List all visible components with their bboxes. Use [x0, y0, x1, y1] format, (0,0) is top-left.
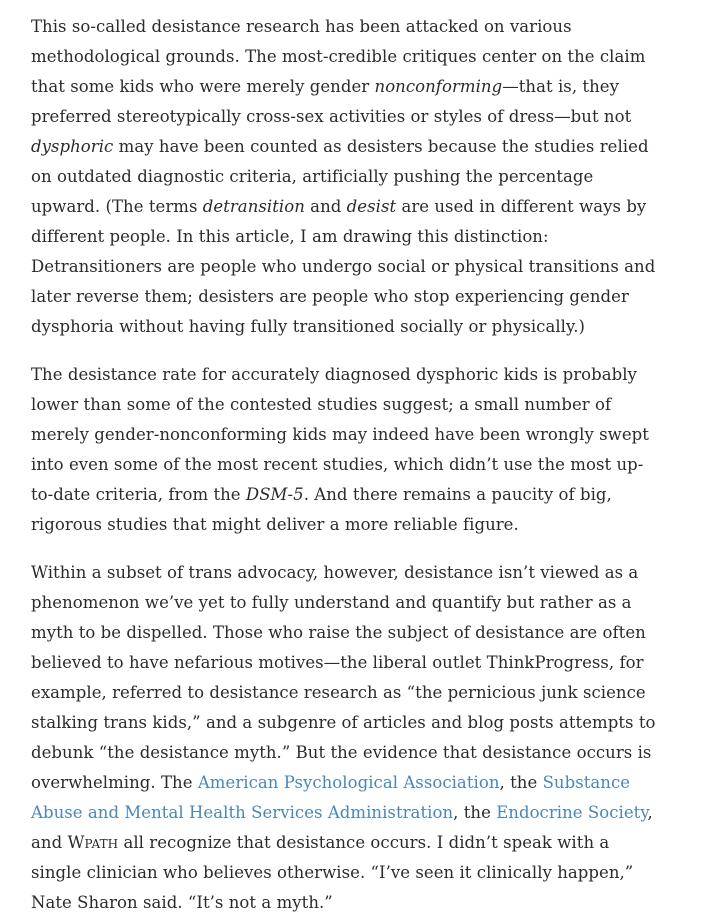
body-text: —that is, they preferred stereotypically cross-sex activities or styles of dress—but not	[31, 77, 632, 126]
emphasis-text: dysphoric	[31, 137, 114, 156]
body-text: are used in different ways by different people. In this article, I am drawing this distinction: Detransitioners are people who undergo social or physical transitions and later reverse them; desisters are people who stop experiencing gender dysphoria without having fully transitioned socially or physically.)	[31, 197, 656, 336]
inline-link[interactable]: American Psychological Association	[197, 773, 500, 792]
body-text: , the	[499, 773, 543, 792]
body-text: The desistance rate for accurately diagnosed dysphoric kids is probably lower than some of the contested studies suggest; a small number of merely gender-nonconforming kids may indeed have been wrongly swept into even some of the most recent studies, which didn’t use the most up-to-date criteria, from the	[31, 365, 649, 504]
article-paragraph	[31, 558, 663, 918]
body-text: all recognize that desistance occurs. I didn’t speak with a single clinician who believes otherwise. “I’ve seen it clinically happen,” Nate Sharon said. “It’s not a myth.”	[31, 833, 634, 912]
article-paragraph	[31, 12, 663, 342]
emphasis-text: nonconforming	[374, 77, 503, 96]
emphasis-text: DSM-5	[245, 485, 304, 504]
small-caps-text: Wpath	[67, 833, 119, 852]
body-text: This so-called desistance research has been attacked on various methodological grounds. The most-credible critiques center on the claim that some kids who were merely gender	[31, 17, 646, 96]
body-text: , the	[453, 803, 497, 822]
emphasis-text: desist	[346, 197, 397, 216]
inline-link[interactable]: Substance Abuse and Mental Health Services Administration	[31, 773, 631, 822]
body-text: may have been counted as desisters because the studies relied on outdated diagnostic criteria, artificially pushing the percentage upward. (The terms	[31, 137, 649, 216]
article-paragraph	[31, 360, 663, 540]
emphasis-text: detransition	[202, 197, 305, 216]
body-text: . And there remains a paucity of big, rigorous studies that might deliver a more reliable figure.	[31, 485, 612, 534]
inline-link[interactable]: Endocrine Society	[496, 803, 648, 822]
body-text: Within a subset of trans advocacy, however, desistance isn’t viewed as a phenomenon we’ve yet to fully understand and quantify but rather as a myth to be dispelled. Those who raise the subject of desistance are often believed to have nefarious motives—the liberal outlet ThinkProgress, for example, referred to desistance research as “the pernicious junk science stalking trans kids,” and a subgenre of articles and blog posts attempts to debunk “the desistance myth.” But the evidence that desistance occurs is overwhelming. The	[31, 563, 656, 792]
body-text: , and	[31, 803, 653, 852]
body-text: and	[304, 197, 347, 216]
